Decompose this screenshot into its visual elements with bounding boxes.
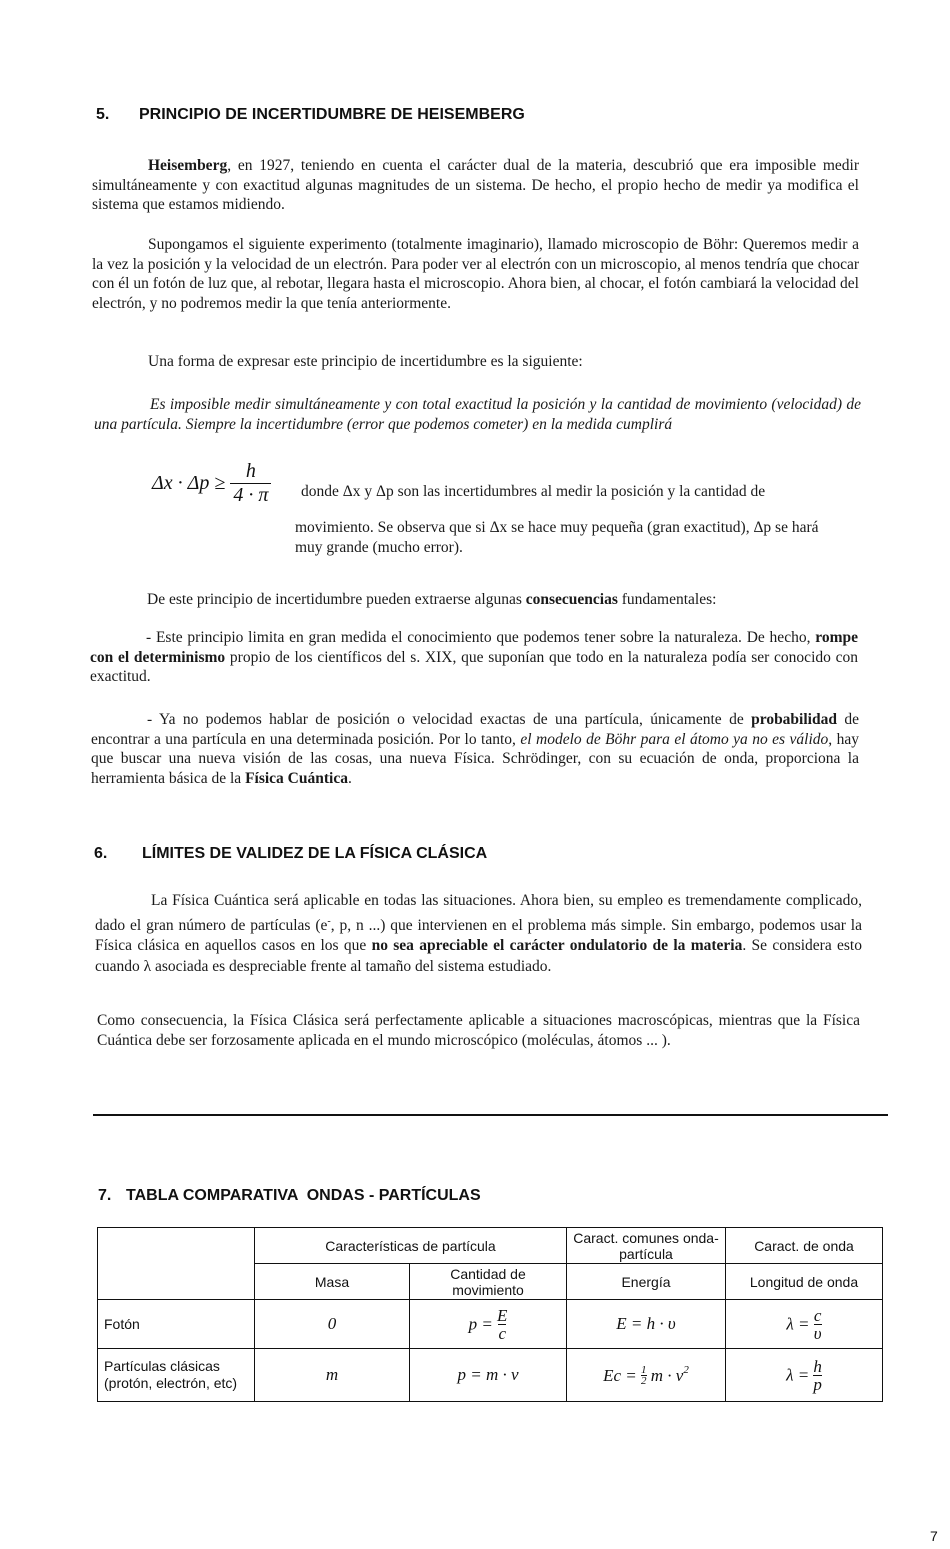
section-5-paragraph-1 [92, 156, 859, 215]
table-corner-cell [98, 1228, 255, 1300]
s6p1-bold: no sea apreciable el carácter ondulatorio de la materia [371, 937, 743, 955]
section-7-number: 7. [98, 1187, 112, 1204]
horizontal-divider [93, 1114, 888, 1116]
heisemberg-name: Heisemberg [148, 157, 228, 174]
section-5-heading [96, 106, 525, 124]
s6p1-text-b: , p, n ...) que intervienen en el problema más simple. Sin embargo, podemos usar la Física clásica en aquellos casos en los que [95, 916, 862, 955]
section-5-paragraph-3: Una forma de expresar este principio de incertidumbre es la siguiente: [148, 353, 583, 370]
section-6-paragraph-1 [95, 891, 862, 977]
formula-numerator: h [245, 460, 256, 482]
foton-cantidad-fraction [497, 1307, 507, 1342]
foton-cantidad [410, 1300, 567, 1349]
foton-longitud-num: c [813, 1305, 822, 1325]
section-5-paragraph-5 [90, 628, 858, 687]
principle-quote: Es imposible medir simultáneamente y con total exactitud la posición y la cantidad de movimiento (velocidad) de una partícula. Siempre la incertidumbre (error que podemos cometer) en la medida cumplirá [94, 396, 861, 433]
p6-italic: el modelo de Böhr para el átomo ya no es válido [520, 730, 829, 748]
header-particula: Características de partícula [255, 1228, 567, 1264]
section-5-number: 5. [96, 106, 110, 123]
p6-bold-1: probabilidad [751, 711, 837, 728]
foton-longitud-den: υ [813, 1323, 822, 1343]
table-row [98, 1349, 883, 1402]
particulas-longitud-lhs: λ = [786, 1365, 810, 1384]
p6-text-a: - Ya no podemos hablar de posición o velocidad exactas de una partícula, únicamente de [147, 711, 752, 728]
p6-text-d: . [347, 769, 352, 787]
section-6-heading [94, 845, 487, 863]
foton-energia: E = h · υ [567, 1300, 726, 1349]
particulas-longitud-fraction [813, 1358, 822, 1393]
section-6-paragraph-2: Como consecuencia, la Física Clásica será perfectamente aplicable a situaciones macroscópicas, mientras que la Física Cuántica debe ser forzosamente aplicada en el mundo microscópico (moléculas, átomos ... ). [97, 1012, 860, 1049]
subheader-cantidad: Cantidad de movimiento [410, 1264, 567, 1300]
formula-denominator: 4 · π [230, 483, 271, 507]
foton-masa: 0 [255, 1300, 410, 1349]
formula-description-line-2: movimiento. Se observa que si Δx se hace muy pequeña (gran exactitud), Δp se hará muy grande (mucho error). [295, 519, 819, 556]
table-header-row-1 [98, 1228, 883, 1264]
section-5-paragraph-2: Supongamos el siguiente experimento (totalmente imaginario), llamado microscopio de Böhr: Queremos medir a la vez la posición y la velocidad de un electrón. Para poder ver al electrón con un microscopio, al menos tendría que chocar con él un fotón de luz que, al rebotar, llegara hasta el microscopio. Ahora bien, al chocar, el fotón cambiará la velocidad del electrón, y no podremos medir la que tenía anteriormente. [92, 236, 859, 312]
section-7-title: TABLA COMPARATIVA ONDAS - PARTÍCULAS [126, 1187, 481, 1204]
p6-text-b: de encontrar a una partícula en una determinada posición. Por lo tanto, [91, 711, 859, 748]
formula-description-line-1: donde Δx y Δp son las incertidumbres al medir la posición y la cantidad de [301, 483, 766, 500]
section-5-paragraph-6 [91, 710, 859, 788]
formula-lhs: Δx · Δp ≥ [152, 472, 226, 494]
subheader-energia: Energía [567, 1264, 726, 1300]
subheader-masa: Masa [255, 1264, 410, 1300]
half-den: 2 [641, 1375, 647, 1388]
formula-fraction [230, 460, 271, 507]
header-comunes: Caract. comunes onda-partícula [567, 1228, 726, 1264]
particulas-energia-sup: 2 [683, 1363, 689, 1376]
particulas-masa: m [255, 1349, 410, 1402]
section-5-paragraph-4 [147, 590, 847, 610]
p5-text-b: propio de los científicos del s. XIX, que suponían que todo en la naturaleza podía ser conocido con exactitud. [90, 648, 858, 686]
p4-bold: consecuencias [525, 591, 618, 608]
foton-longitud-fraction [814, 1307, 822, 1342]
particulas-energia-lhs: Ec = [603, 1365, 637, 1385]
row-label-particulas: Partículas clásicas (protón, electrón, etc) [98, 1349, 255, 1402]
section-7-heading [98, 1187, 481, 1205]
foton-cantidad-num: E [497, 1305, 508, 1325]
half-fraction [641, 1365, 647, 1386]
row-label-foton: Fotón [98, 1300, 255, 1349]
section-6-title: LÍMITES DE VALIDEZ DE LA FÍSICA CLÁSICA [142, 845, 488, 862]
header-onda: Caract. de onda [726, 1228, 883, 1264]
comparison-table [97, 1227, 883, 1402]
section-5-paragraph-1-text: , en 1927, teniendo en cuenta el carácter dual de la materia, descubrió que era imposible medir simultáneamente y con exactitud algunas magnitudes de un sistema. De hecho, el propio hecho de medir ya modifica el sistema que estamos midiendo. [92, 157, 859, 214]
table-row [98, 1300, 883, 1349]
p6-bold-2: Física Cuántica [245, 769, 348, 787]
particulas-longitud [726, 1349, 883, 1402]
s6p1-text-a: La Física Cuántica será aplicable en todas las situaciones. Ahora bien, su empleo es tremendamente complicado, dado el gran número de partículas (e [95, 892, 862, 934]
s6p1-text-c: . Se considera esto cuando λ asociada es despreciable frente al tamaño del sistema estudiado. [95, 937, 862, 975]
p5-bold: rompe con el determinismo [90, 629, 858, 666]
p6-text-c: , hay que buscar una nueva visión de las cosas, una nueva Física. Schrödinger, con su ecuación de onda, proporciona la herramienta básica de la [91, 730, 859, 787]
particulas-energia [567, 1349, 726, 1402]
particulas-longitud-num: h [813, 1356, 822, 1376]
p4-text-b: fundamentales: [617, 591, 717, 608]
particulas-longitud-den: p [813, 1374, 822, 1394]
uncertainty-formula [152, 460, 271, 507]
particulas-energia-rest: m · v [650, 1365, 684, 1385]
p5-text-a: - Este principio limita en gran medida el conocimiento que podemos tener sobre la naturaleza. De hecho, [146, 629, 816, 646]
foton-cantidad-lhs: p = [468, 1314, 493, 1333]
electron-sup: - [327, 915, 331, 927]
half-num: 1 [641, 1364, 647, 1377]
particulas-cantidad: p = m · v [410, 1349, 567, 1402]
section-6-number: 6. [94, 845, 108, 862]
page-number: 7 [930, 1528, 938, 1544]
foton-longitud [726, 1300, 883, 1349]
subheader-longitud: Longitud de onda [726, 1264, 883, 1300]
foton-longitud-lhs: λ = [786, 1314, 810, 1333]
section-5-title: PRINCIPIO DE INCERTIDUMBRE DE HEISEMBERG [139, 106, 525, 123]
p4-text-a: De este principio de incertidumbre pueden extraerse algunas [147, 591, 526, 608]
foton-cantidad-den: c [498, 1323, 507, 1343]
